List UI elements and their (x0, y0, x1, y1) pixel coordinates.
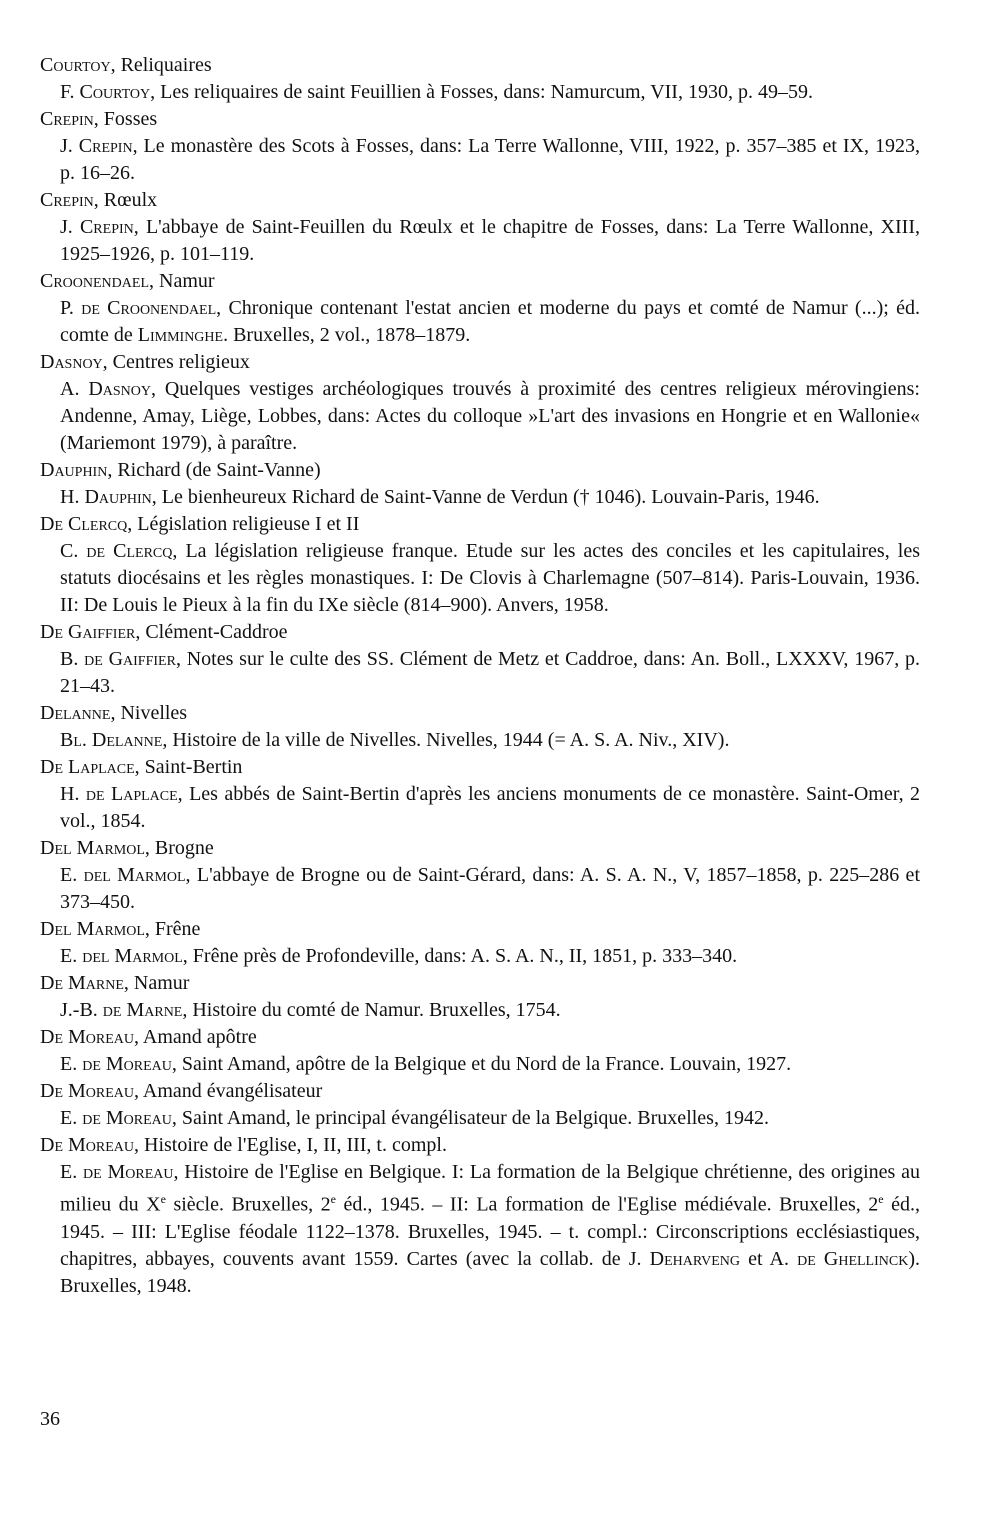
entry-short-title (40, 511, 920, 538)
entry-short-title (40, 106, 920, 133)
entry-short-title (40, 349, 920, 376)
author-name: de Moreau (82, 1107, 172, 1129)
author-name: Crepin (40, 108, 94, 130)
text-run: P. (60, 297, 82, 319)
author-name: De Clercq (40, 513, 128, 535)
text-run: , Histoire du comté de Namur. Bruxelles, 1754. (182, 999, 561, 1021)
bibliography-entry (40, 754, 920, 835)
entry-short-title (40, 268, 920, 295)
text-run: , Saint Amand, apôtre de la Belgique et du Nord de la France. Louvain, 1927. (171, 1053, 792, 1075)
entry-full-citation (60, 538, 920, 619)
text-run: C. (60, 540, 87, 562)
author-name: de Clercq (86, 540, 173, 562)
text-run: H. (60, 486, 85, 508)
text-run: , Chronique contenant l'estat ancien et moderne du pays et comté de Namur (...); éd. comte de (60, 297, 920, 346)
text-run: , L'abbaye de Saint-Feuillen du Rœulx et le chapitre de Fosses, dans: La Terre Wallonne, XIII, 1925–1926, p. 101–119. (60, 216, 920, 265)
bibliography-entry (40, 511, 920, 619)
text-run: , Amand apôtre (134, 1026, 257, 1048)
text-run: ). Bruxelles, 1948. (60, 1247, 921, 1297)
text-run: et A. (739, 1247, 798, 1270)
author-name: Dauphin (40, 459, 108, 481)
author-name: De Moreau (40, 1134, 134, 1156)
entry-short-title (40, 187, 920, 214)
bibliography-entry (40, 700, 920, 754)
text-run: A. (60, 378, 89, 400)
author-name: de Laplace (85, 783, 178, 805)
entry-short-title (40, 970, 920, 997)
entry-full-citation (60, 727, 920, 754)
author-name: De Laplace (40, 756, 135, 778)
entry-full-citation (60, 781, 920, 835)
text-run: , Le bienheureux Richard de Saint-Vanne de Verdun († 1046). Louvain-Paris, 1946. (151, 486, 820, 508)
author-name: Croonendael (40, 270, 149, 292)
text-run: , Frêne près de Profondeville, dans: A. S. A. N., II, 1851, p. 333–340. (182, 945, 738, 967)
author-name: De Marne (40, 972, 124, 994)
text-run: , Namur (149, 270, 215, 292)
author-name: Limminghe (137, 324, 224, 346)
text-run: H. (60, 783, 86, 805)
entry-full-citation (60, 214, 920, 268)
text-run: E. (60, 1107, 83, 1129)
superscript: e (330, 1192, 336, 1206)
bibliography-entry (40, 268, 920, 349)
author-name: De Moreau (40, 1026, 134, 1048)
text-run: siècle. Bruxelles, 2 (165, 1193, 331, 1216)
bibliography-entry (40, 1078, 920, 1132)
bibliography-entry (40, 106, 920, 187)
bibliography-entry (40, 619, 920, 700)
bibliography-list (40, 52, 920, 1300)
entry-full-citation (60, 484, 920, 511)
text-run: , Quelques vestiges archéologiques trouvés à proximité des centres religieux mérovingiens: Andenne, Amay, Liège, Lobbes, dans: Actes du colloque »L'art des invasions en Hongrie et en Wallonie« (Mariemont 1979), à paraître. (60, 378, 920, 454)
bibliography-entry (40, 457, 920, 511)
text-run: B. (60, 648, 85, 670)
author-name: Crepin (79, 216, 134, 238)
text-run: éd., 1945. – III: L'Eglise féodale 1122–1378. Bruxelles, 1945. – t. compl.: Circonscriptions ecclésiastiques, chapitres, abbayes, couvents avant 1559. Cartes (avec la collab. de J. (60, 1193, 920, 1270)
author-name: de Croonendael (81, 297, 217, 319)
author-name: De Gaiffier (40, 621, 136, 643)
author-name: De Moreau (40, 1080, 134, 1102)
text-run: , Histoire de l'Eglise en Belgique. I: La formation de la Belgique chrétienne, des origines au milieu du X (60, 1161, 921, 1216)
entry-full-citation (60, 1159, 920, 1300)
text-run: , Reliquaires (110, 54, 212, 76)
text-run: , Namur (123, 972, 190, 994)
text-run: , L'abbaye de Brogne ou de Saint-Gérard, dans: A. S. A. N., V, 1857–1858, p. 225–286 et 373–450. (60, 864, 920, 913)
text-run: , Nivelles (110, 702, 188, 724)
bibliography-entry (40, 835, 920, 916)
entry-short-title (40, 52, 920, 79)
author-name: Dasnoy (40, 351, 103, 373)
text-run: F. (60, 81, 80, 103)
text-run: E. (60, 1053, 83, 1075)
entry-full-citation (60, 295, 920, 349)
author-name: de Moreau (83, 1161, 174, 1183)
entry-short-title (40, 700, 920, 727)
entry-short-title (40, 1132, 920, 1159)
text-run: , Les abbés de Saint-Bertin d'après les anciens monuments de ce monastère. Saint-Omer, 2 vol., 1854. (60, 783, 921, 832)
bibliography-entry (40, 52, 920, 106)
text-run: , Législation religieuse I et II (127, 513, 360, 535)
author-name: del Marmol (83, 864, 186, 886)
text-run: , Richard (de Saint-Vanne) (107, 459, 321, 481)
bibliography-entry (40, 349, 920, 457)
bibliography-entry (40, 970, 920, 1024)
entry-short-title (40, 457, 920, 484)
text-run: , La législation religieuse franque. Etude sur les actes des conciles et les capitulaires, les statuts diocésains et les règles monastiques. I: De Clovis à Charlemagne (507–814). Paris-Louvain, 1936. II: De Louis le Pieux à la fin du IXe siècle (814–900). Anvers, 1958. (60, 540, 920, 616)
author-name: de Moreau (82, 1053, 172, 1075)
text-run: E. (60, 864, 84, 886)
text-run: , Notes sur le culte des SS. Clément de Metz et Caddroe, dans: An. Boll., LXXXV, 1967, p. 21–43. (60, 648, 920, 697)
entry-full-citation (60, 1105, 920, 1132)
entry-full-citation (60, 997, 920, 1024)
superscript: e (160, 1192, 166, 1206)
entry-full-citation (60, 943, 920, 970)
text-run: , Histoire de l'Eglise, I, II, III, t. compl. (134, 1134, 447, 1156)
text-run: . Bruxelles, 2 vol., 1878–1879. (223, 324, 471, 346)
text-run: , Amand évangélisateur (134, 1080, 323, 1102)
entry-full-citation (60, 862, 920, 916)
text-run: J.-B. (60, 999, 103, 1021)
author-name: Delanne (40, 702, 111, 724)
author-name: Crepin (78, 135, 133, 157)
entry-full-citation (60, 646, 920, 700)
text-run: , Rœulx (93, 189, 158, 211)
text-run: , Brogne (144, 837, 214, 859)
entry-short-title (40, 916, 920, 943)
author-name: del Marmol (82, 945, 183, 967)
bibliography-entry (40, 1024, 920, 1078)
author-name: de Marne (102, 999, 183, 1021)
entry-short-title (40, 1024, 920, 1051)
author-name: de Ghellinck (797, 1247, 909, 1270)
entry-short-title (40, 754, 920, 781)
author-name: Del Marmol (40, 837, 145, 859)
entry-short-title (40, 835, 920, 862)
bibliography-entry (40, 916, 920, 970)
text-run: , Saint Amand, le principal évangélisateur de la Belgique. Bruxelles, 1942. (171, 1107, 769, 1129)
page-number: 36 (40, 1408, 60, 1430)
text-run: , Fosses (93, 108, 158, 130)
text-run: E. (60, 945, 83, 967)
entry-full-citation (60, 1051, 920, 1078)
author-name: Crepin (40, 189, 94, 211)
author-name: de Gaiffier (84, 648, 176, 670)
entry-full-citation (60, 376, 920, 457)
text-run: éd., 1945. – II: La formation de l'Eglise médiévale. Bruxelles, 2 (335, 1193, 879, 1216)
author-name: Del Marmol (40, 918, 145, 940)
text-run: , Centres religieux (102, 351, 250, 373)
text-run: , Frêne (144, 918, 201, 940)
text-run: , Le monastère des Scots à Fosses, dans: La Terre Wallonne, VIII, 1922, p. 357–385 et IX, 1923, p. 16–26. (60, 135, 920, 184)
text-run: , Saint-Bertin (134, 756, 243, 778)
text-run: , Clément-Caddroe (135, 621, 288, 643)
author-name: Bl. Delanne (60, 729, 163, 751)
entry-full-citation (60, 133, 920, 187)
author-name: Courtoy (40, 54, 111, 76)
author-name: Courtoy (79, 81, 151, 103)
author-name: Dauphin (84, 486, 152, 508)
author-name: Dasnoy (88, 378, 151, 400)
entry-short-title (40, 619, 920, 646)
text-run: , Histoire de la ville de Nivelles. Nivelles, 1944 (= A. S. A. Niv., XIV). (162, 729, 730, 751)
superscript: e (878, 1192, 884, 1206)
text-run: , Les reliquaires de saint Feuillien à Fosses, dans: Namurcum, VII, 1930, p. 49–59. (150, 81, 813, 103)
bibliography-entry (40, 1132, 920, 1300)
author-name: Deharveng (649, 1247, 740, 1270)
entry-short-title (40, 1078, 920, 1105)
text-run: E. (60, 1161, 84, 1183)
text-run: J. (60, 216, 80, 238)
bibliography-entry (40, 187, 920, 268)
entry-full-citation (60, 79, 920, 106)
text-run: J. (60, 135, 79, 157)
